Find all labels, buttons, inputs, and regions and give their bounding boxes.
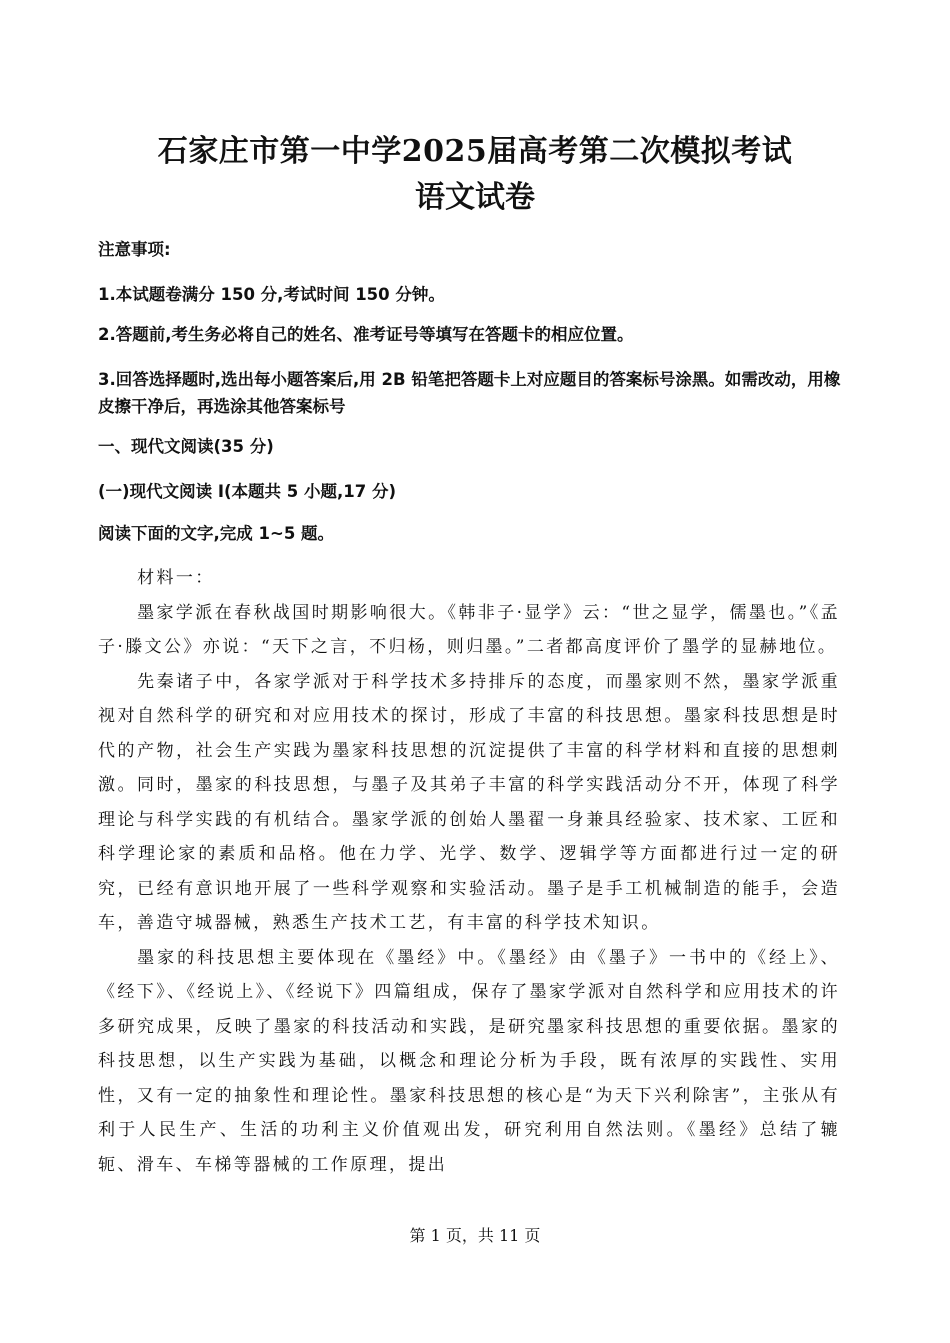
- exam-title: 石家庄市第一中学2025届高考第二次模拟考试: [157, 134, 793, 169]
- passage-paragraph: 墨家的科技思想主要体现在《墨经》中。《墨经》由《墨子》一书中的《经上》、《经下》、《经说上》、《经说下》四篇组成，保存了墨家学派对自然科学和应用技术的许多研究成果，反映了墨家的科技活动和实践，是研究墨家科技思想的重要依据。墨家的科技思想，以生产实践为基础，以概念和理论分析为手段，既有浓厚的实践性、实用性，又有一定的抽象性和理论性。墨家科技思想的核心是“为天下兴利除害”，主张从有利于人民生产、生活的功利主义价值观出发，研究利用自然法则。《墨经》总结了辘轭、滑车、车梯等器械的工作原理，提出: [98, 947, 840, 1175]
- exam-subtitle: 语文试卷: [415, 180, 535, 215]
- section-subtitle: (一)现代文阅读 I(本题共 5 小题,17 分): [98, 482, 396, 501]
- notice-item-1: 1.本试题卷满分 150 分,考试时间 150 分钟。: [98, 285, 445, 304]
- section-title: 一、现代文阅读(35 分): [98, 437, 274, 456]
- passage-label: 材料一：: [137, 568, 215, 588]
- passage-paragraph: 墨家学派在春秋战国时期影响很大。《韩非子·显学》云：“世之显学，儒墨也。”《孟子·滕文公》亦说：“天下之言，不归杨，则归墨。”二者都高度评价了墨学的显赫地位。: [98, 602, 840, 657]
- reading-instruction: 阅读下面的文字,完成 1~5 题。: [98, 524, 335, 543]
- notice-heading: 注意事项:: [98, 240, 171, 259]
- notice-item-2: 2.答题前,考生务必将自己的姓名、准考证号等填写在答题卡的相应位置。: [98, 325, 634, 344]
- page-number: 第 1 页，共 11 页: [409, 1226, 541, 1245]
- notice-item-3: 3.回答选择题时,选出每小题答案后,用 2B 铅笔把答题卡上对应题目的答案标号涂黑。如需改动，用橡皮擦干净后，再选涂其他答案标号: [98, 370, 841, 416]
- passage-paragraph: 先秦诸子中，各家学派对于科学技术多持排斥的态度，而墨家则不然，墨家学派重视对自然科学的研究和对应用技术的探讨，形成了丰富的科技思想。墨家科技思想是时代的产物，社会生产实践为墨家科技思想的沉淀提供了丰富的科学材料和直接的思想刺激。同时，墨家的科技思想，与墨子及其弟子丰富的科学实践活动分不开，体现了科学理论与科学实践的有机结合。墨家学派的创始人墨翟一身兼具经验家、技术家、工匠和科学理论家的素质和品格。他在力学、光学、数学、逻辑学等方面都进行过一定的研究，已经有意识地开展了一些科学观察和实验活动。墨子是手工机械制造的能手，会造车，善造守城器械，熟悉生产技术工艺，有丰富的科学技术知识。: [98, 671, 840, 933]
- passage: [98, 561, 840, 1182]
